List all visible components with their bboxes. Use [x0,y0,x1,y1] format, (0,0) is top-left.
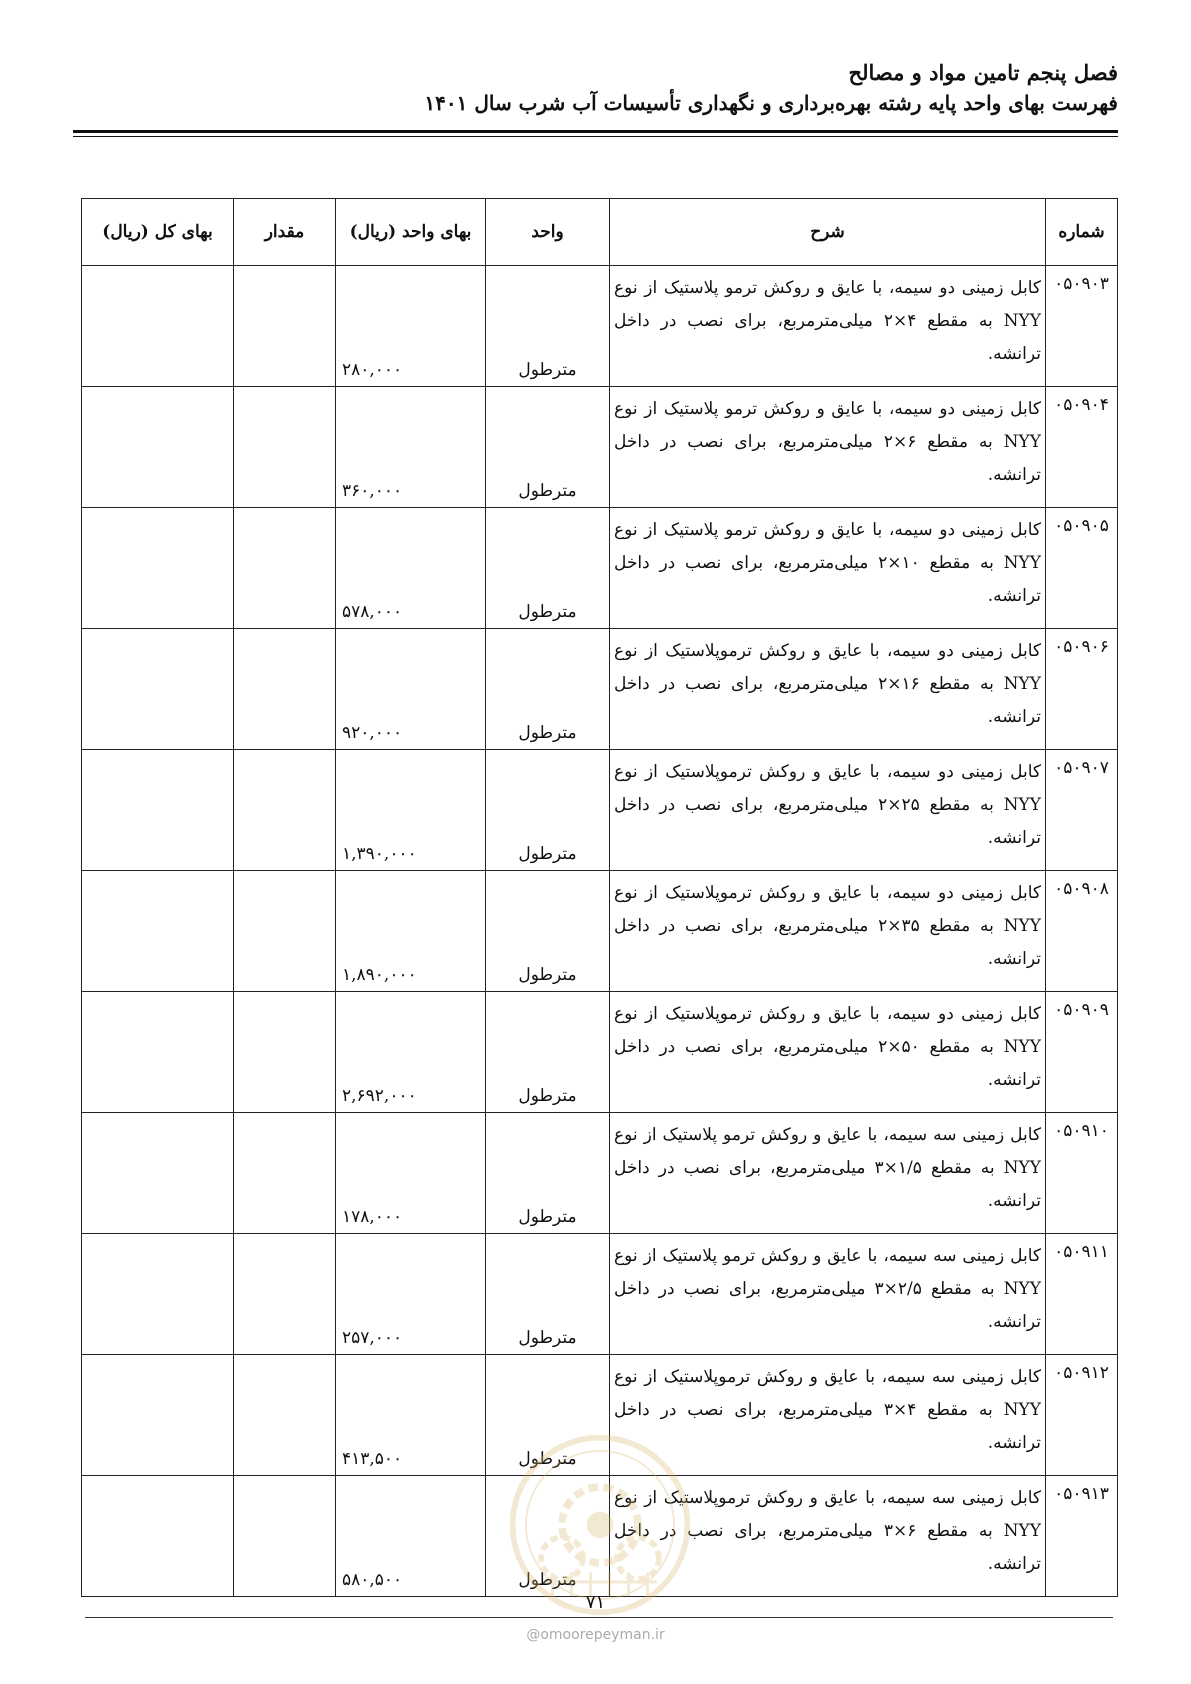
item-description: کابل زمینی دو سیمه، با عایق و روکش ترمو پلاستیک از نوع NYY به مقطع ۴×۲ میلی‌مترمربع، برای نصب در داخل ترانشه. [610,266,1046,387]
item-unit-price: ۴۱۳,۵۰۰ [336,1355,486,1476]
item-total [82,1113,234,1234]
item-total [82,266,234,387]
item-quantity [234,508,336,629]
table-row [82,387,1118,508]
item-code: ۰۵۰۹۰۶ [1046,629,1118,750]
item-unit-price: ۲,۶۹۲,۰۰۰ [336,992,486,1113]
item-unit-price: ۵۷۸,۰۰۰ [336,508,486,629]
table-row [82,1234,1118,1355]
item-unit-price: ۳۶۰,۰۰۰ [336,387,486,508]
item-quantity [234,1234,336,1355]
item-code: ۰۵۰۹۱۱ [1046,1234,1118,1355]
item-unit: مترطول [486,1113,610,1234]
item-description: کابل زمینی سه سیمه، با عایق و روکش ترمو پلاستیک از نوع NYY به مقطع ۱/۵×۳ میلی‌مترمربع، برای نصب در داخل ترانشه. [610,1113,1046,1234]
footer-website: @omoorepeyman.ir [526,1627,665,1643]
item-unit: مترطول [486,871,610,992]
item-code: ۰۵۰۹۰۴ [1046,387,1118,508]
item-description: کابل زمینی دو سیمه، با عایق و روکش ترمو پلاستیک از نوع NYY به مقطع ۱۰×۲ میلی‌مترمربع، برای نصب در داخل ترانشه. [610,508,1046,629]
item-unit-price: ۱,۸۹۰,۰۰۰ [336,871,486,992]
item-total [82,1355,234,1476]
item-total [82,871,234,992]
item-code: ۰۵۰۹۰۵ [1046,508,1118,629]
item-unit-price: ۱,۳۹۰,۰۰۰ [336,750,486,871]
item-description: کابل زمینی دو سیمه، با عایق و روکش ترموپلاستیک از نوع NYY به مقطع ۱۶×۲ میلی‌مترمربع، برای نصب در داخل ترانشه. [610,629,1046,750]
item-description: کابل زمینی دو سیمه، با عایق و روکش ترموپلاستیک از نوع NYY به مقطع ۲۵×۲ میلی‌مترمربع، برای نصب در داخل ترانشه. [610,750,1046,871]
item-unit-price: ۵۸۰,۵۰۰ [336,1476,486,1597]
item-quantity [234,1476,336,1597]
item-quantity [234,1113,336,1234]
item-code: ۰۵۰۹۰۹ [1046,992,1118,1113]
item-unit-price: ۲۵۷,۰۰۰ [336,1234,486,1355]
item-unit: مترطول [486,387,610,508]
item-unit: مترطول [486,508,610,629]
item-total [82,508,234,629]
item-description: کابل زمینی سه سیمه، با عایق و روکش ترمو پلاستیک از نوع NYY به مقطع ۲/۵×۳ میلی‌مترمربع، برای نصب در داخل ترانشه. [610,1234,1046,1355]
table-row [82,266,1118,387]
table-row [82,871,1118,992]
item-unit: مترطول [486,266,610,387]
item-total [82,750,234,871]
table-row [82,1113,1118,1234]
table-row [82,629,1118,750]
footer-rule [85,1617,1113,1618]
item-unit: مترطول [486,750,610,871]
item-code: ۰۵۰۹۱۰ [1046,1113,1118,1234]
item-description: کابل زمینی سه سیمه، با عایق و روکش ترموپلاستیک از نوع NYY به مقطع ۴×۳ میلی‌مترمربع، برای نصب در داخل ترانشه. [610,1355,1046,1476]
item-description: کابل زمینی دو سیمه، با عایق و روکش ترمو پلاستیک از نوع NYY به مقطع ۶×۲ میلی‌مترمربع، برای نصب در داخل ترانشه. [610,387,1046,508]
item-code: ۰۵۰۹۰۸ [1046,871,1118,992]
header-unit-price: بهای واحد (ریال) [336,199,486,266]
item-unit: مترطول [486,1355,610,1476]
header-description: شرح [610,199,1046,266]
item-unit: مترطول [486,992,610,1113]
table-row [82,750,1118,871]
table-row [82,508,1118,629]
item-unit: مترطول [486,1476,610,1597]
item-total [82,1234,234,1355]
header-rule-thick [73,130,1118,133]
item-quantity [234,1355,336,1476]
item-total [82,387,234,508]
item-unit-price: ۲۸۰,۰۰۰ [336,266,486,387]
item-quantity [234,629,336,750]
header-quantity: مقدار [234,199,336,266]
item-code: ۰۵۰۹۱۳ [1046,1476,1118,1597]
item-code: ۰۵۰۹۱۲ [1046,1355,1118,1476]
item-description: کابل زمینی سه سیمه، با عایق و روکش ترموپلاستیک از نوع NYY به مقطع ۶×۳ میلی‌مترمربع، برای نصب در داخل ترانشه. [610,1476,1046,1597]
item-unit-price: ۱۷۸,۰۰۰ [336,1113,486,1234]
item-description: کابل زمینی دو سیمه، با عایق و روکش ترموپلاستیک از نوع NYY به مقطع ۵۰×۲ میلی‌مترمربع، برای نصب در داخل ترانشه. [610,992,1046,1113]
item-total [82,1476,234,1597]
item-unit-price: ۹۲۰,۰۰۰ [336,629,486,750]
item-unit: مترطول [486,1234,610,1355]
header-total-price: بهای کل (ریال) [82,199,234,266]
item-code: ۰۵۰۹۰۳ [1046,266,1118,387]
table-row [82,992,1118,1113]
item-code: ۰۵۰۹۰۷ [1046,750,1118,871]
chapter-title: فصل پنجم تامین مواد و مصالح [848,60,1118,85]
header-code: شماره [1046,199,1118,266]
item-quantity [234,266,336,387]
header-unit: واحد [486,199,610,266]
price-list-table [81,198,1118,1597]
document-title: فهرست بهای واحد پایه رشته بهره‌برداری و نگهداری تأسیسات آب شرب سال ۱۴۰۱ [424,91,1118,115]
item-total [82,992,234,1113]
item-unit: مترطول [486,629,610,750]
page-number: ۷۱ [585,1592,606,1613]
table-header-row [82,199,1118,266]
header-rule-thin [73,136,1118,137]
item-quantity [234,992,336,1113]
item-quantity [234,871,336,992]
item-quantity [234,387,336,508]
item-description: کابل زمینی دو سیمه، با عایق و روکش ترموپلاستیک از نوع NYY به مقطع ۳۵×۲ میلی‌مترمربع، برای نصب در داخل ترانشه. [610,871,1046,992]
page-header [73,50,1118,118]
item-total [82,629,234,750]
item-quantity [234,750,336,871]
